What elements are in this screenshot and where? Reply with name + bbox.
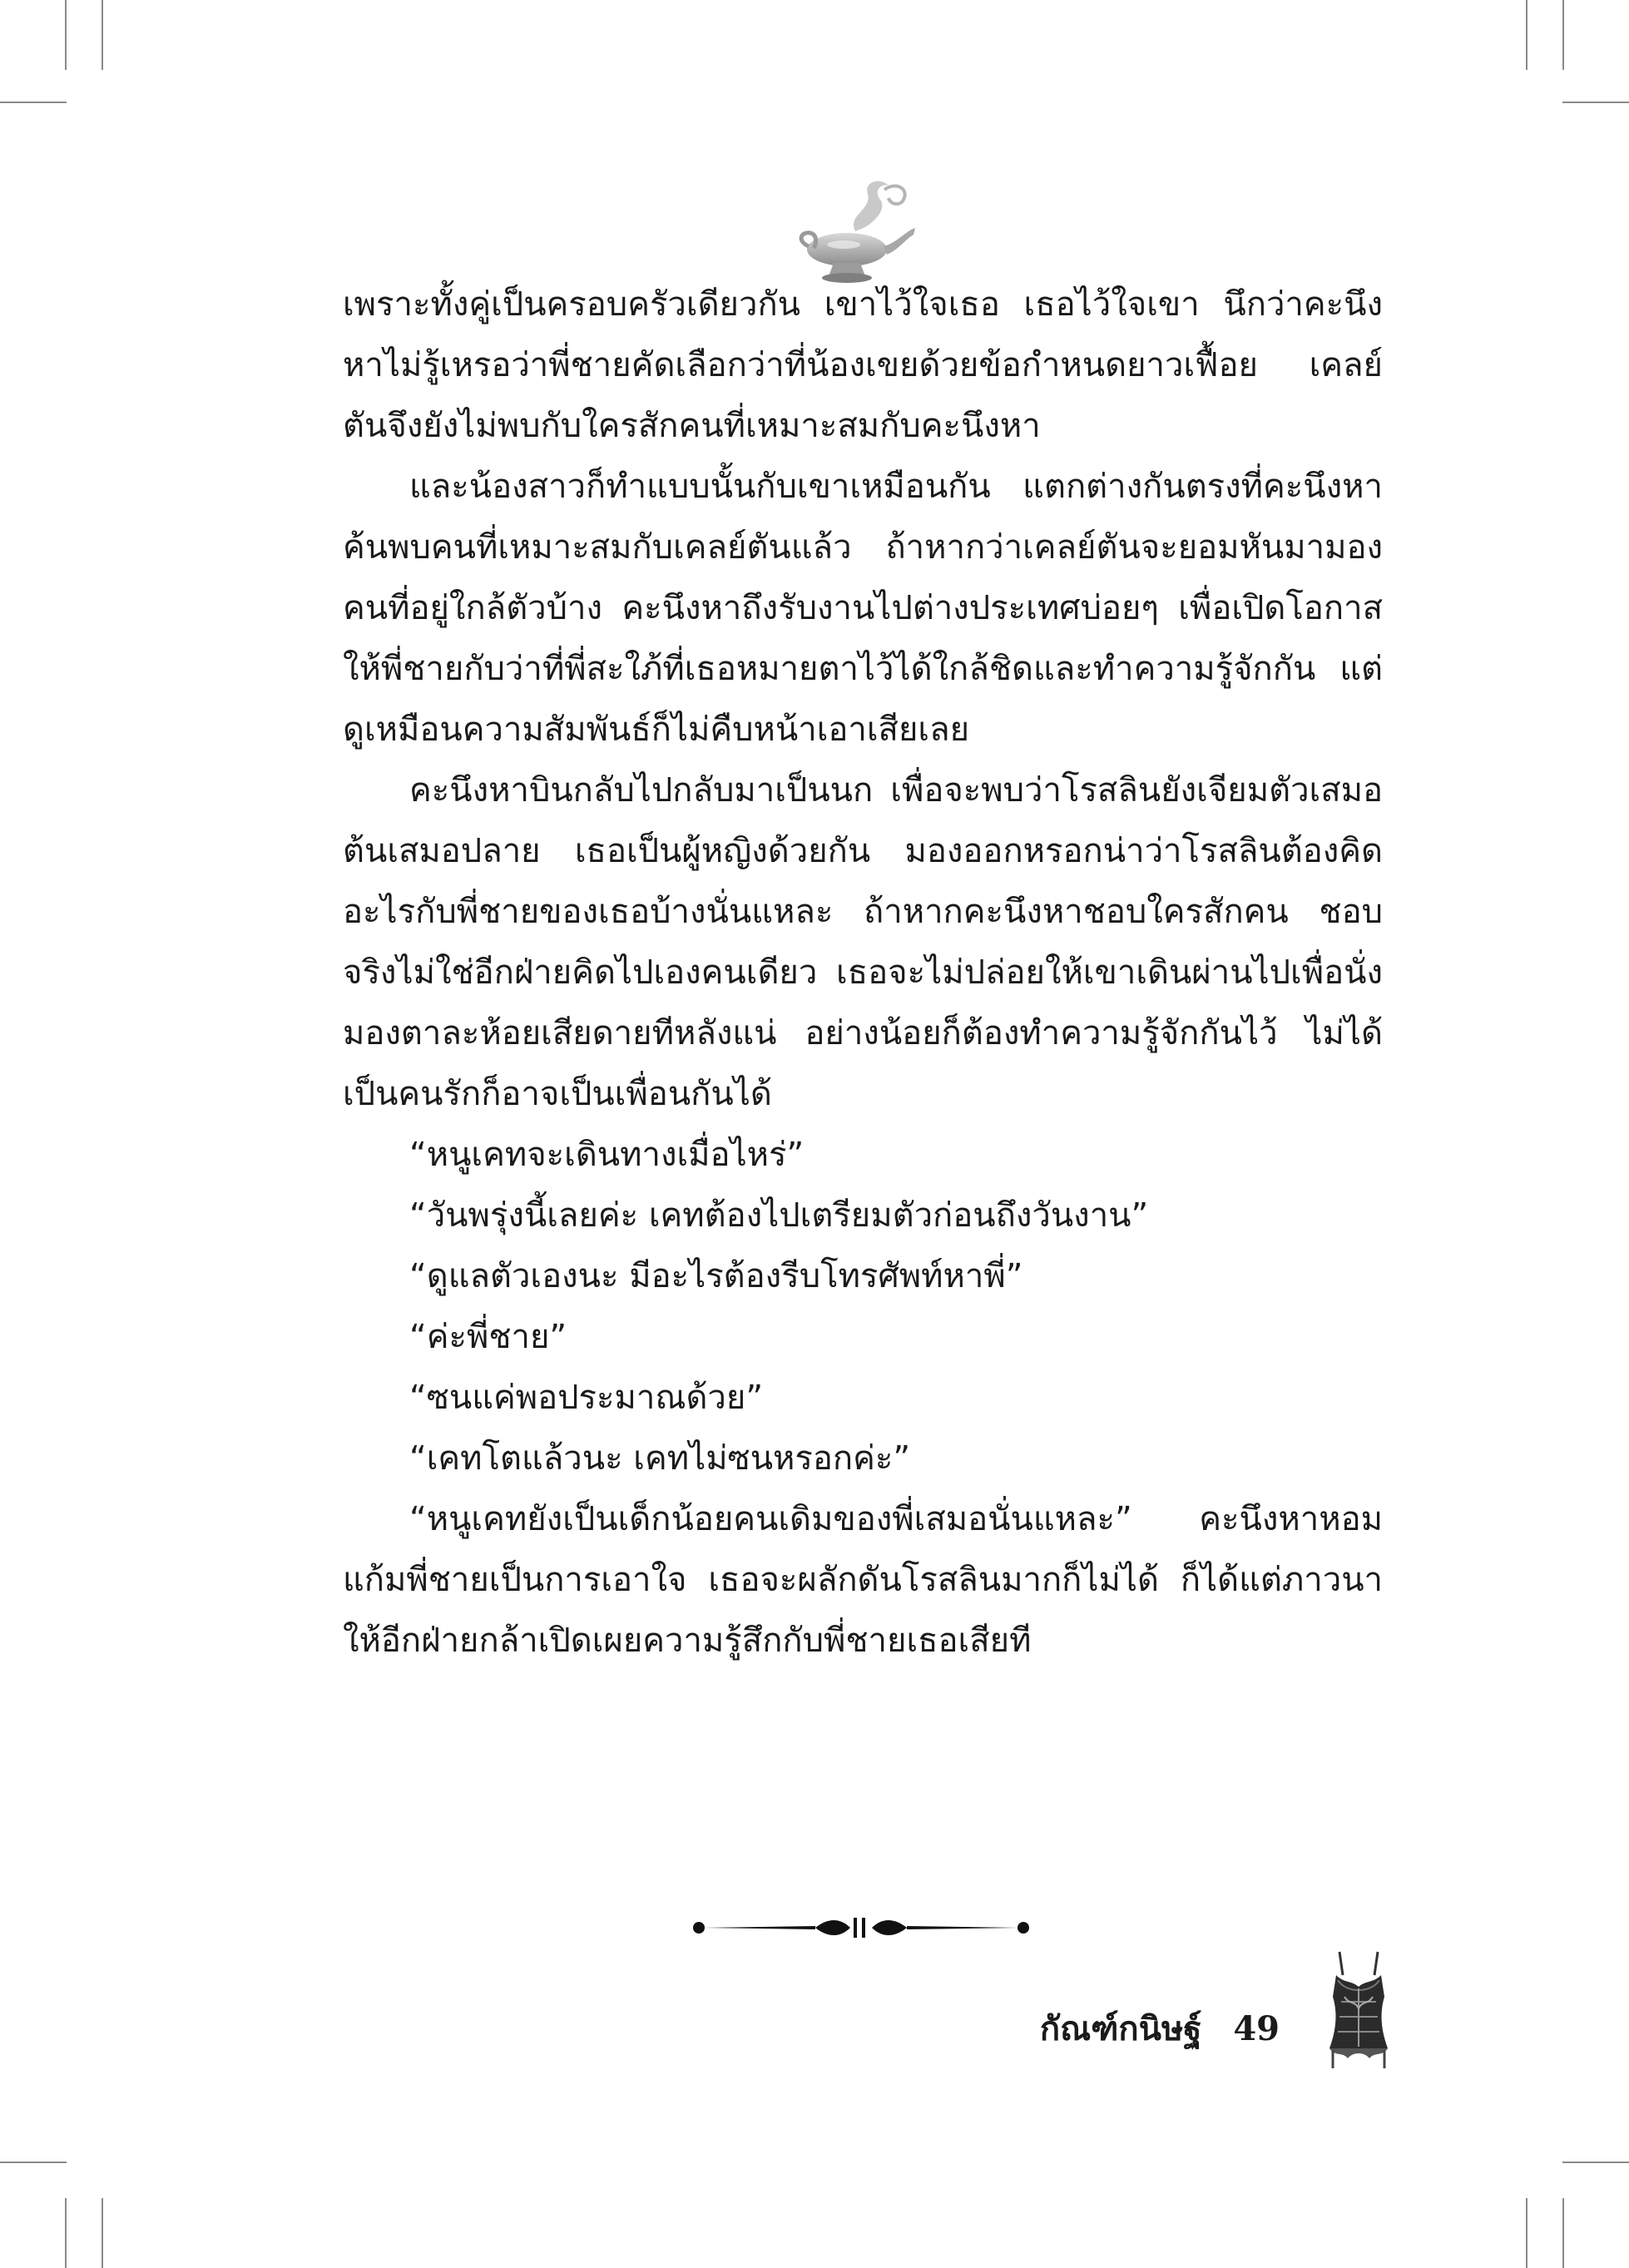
crop-mark-bottom-left-vertical-2 [102,2198,103,2268]
scroll-divider-icon [691,1909,1032,1946]
dialogue-line: “ซนแค่พอประมาณด้วย” [409,1379,764,1417]
crop-mark-top-right-horizontal [1562,102,1629,103]
crop-mark-bottom-right-vertical-2 [1562,2198,1564,2268]
dialogue-line: “หนูเคทจะเดินทางเมื่อไหร่” [409,1136,805,1174]
page-number: 49 [1233,2009,1280,2048]
genie-lamp-icon [797,173,922,290]
crop-mark-top-left-vertical [65,0,67,70]
crop-mark-bottom-left-horizontal [0,2162,67,2163]
corset-icon [1321,1947,1396,2072]
paragraph: และน้องสาวก็ทำแบบนั้นกับเขาเหมือนกัน แตกต่างกันตรงที่คะนึงหาค้นพบคนที่เหมาะสมกับเคลย์ตันแล้ว ถ้าหากว่าเคลย์ตันจะยอมหันมามองคนที่อยู่ใกล้ตัวบ้าง คะนึงหาถึงรับงานไปต่างประเทศบ่อยๆ เพื่อเปิดโอกาสให้พี่ชายกับว่าที่พี่สะใภ้ที่เธอหมายตาไว้ได้ใกล้ชิดและทำความรู้จักกัน แต่ดูเหมือนความสัมพันธ์ก็ไม่คืบหน้าเอาเสียเลย [343,468,1383,749]
crop-mark-top-left-horizontal [0,102,67,103]
crop-mark-bottom-left-vertical [65,2198,67,2268]
dialogue-line: “เคทโตแล้วนะ เคทไม่ซนหรอกค่ะ” [409,1439,911,1478]
paragraph: คะนึงหาบินกลับไปกลับมาเป็นนก เพื่อจะพบว่าโรสลินยังเจียมตัวเสมอต้นเสมอปลาย เธอเป็นผู้หญิงด้วยกัน มองออกหรอกน่าว่าโรสลินต้องคิดอะไรกับพี่ชายของเธอบ้างนั่นแหละ ถ้าหากคะนึงหาชอบใครสักคน ชอบจริงไม่ใช่อีกฝ่ายคิดไปเองคนเดียว เธอจะไม่ปล่อยให้เขาเดินผ่านไปเพื่อนั่งมองตาละห้อยเสียดายทีหลังแน่ อย่างน้อยก็ต้องทำความรู้จักกันไว้ ไม่ได้เป็นคนรักก็อาจเป็นเพื่อนกันได้ [343,771,1383,1113]
crop-mark-bottom-right-horizontal [1562,2162,1629,2163]
crop-mark-top-left-vertical-2 [102,0,103,70]
dialogue-line: “ค่ะพี่ชาย” [409,1318,567,1356]
crop-mark-top-right-vertical [1526,0,1527,70]
page-body-text [343,275,1383,1671]
running-footer [1040,2002,1280,2055]
paragraph: “หนูเคทยังเป็นเด็กน้อยคนเดิมของพี่เสมอนั่นแหละ” คะนึงหาหอมแก้มพี่ชายเป็นการเอาใจ เธอจะผลักดันโรสลินมากก็ไม่ได้ ก็ได้แต่ภาวนาให้อีกฝ่ายกล้าเปิดเผยความรู้สึกกับพี่ชายเธอเสียที [343,1500,1383,1660]
crop-mark-bottom-right-vertical [1526,2198,1527,2268]
dialogue-line: “ดูแลตัวเองนะ มีอะไรต้องรีบโทรศัพท์หาพี่” [409,1257,1023,1295]
book-title: กัณฑ์กนิษฐ์ [1039,2009,1202,2048]
crop-mark-top-right-vertical-2 [1562,0,1564,70]
dialogue-line: “วันพรุ่งนี้เลยค่ะ เคทต้องไปเตรียมตัวก่อนถึงวันงาน” [409,1196,1149,1235]
paragraph: เพราะทั้งคู่เป็นครอบครัวเดียวกัน เขาไว้ใจเธอ เธอไว้ใจเขา นึกว่าคะนึงหาไม่รู้เหรอว่าพี่ชายคัดเลือกว่าที่น้องเขยด้วยข้อกำหนดยาวเฟื้อย เคลย์ตันจึงยังไม่พบกับใครสักคนที่เหมาะสมกับคะนึงหา [343,285,1383,445]
